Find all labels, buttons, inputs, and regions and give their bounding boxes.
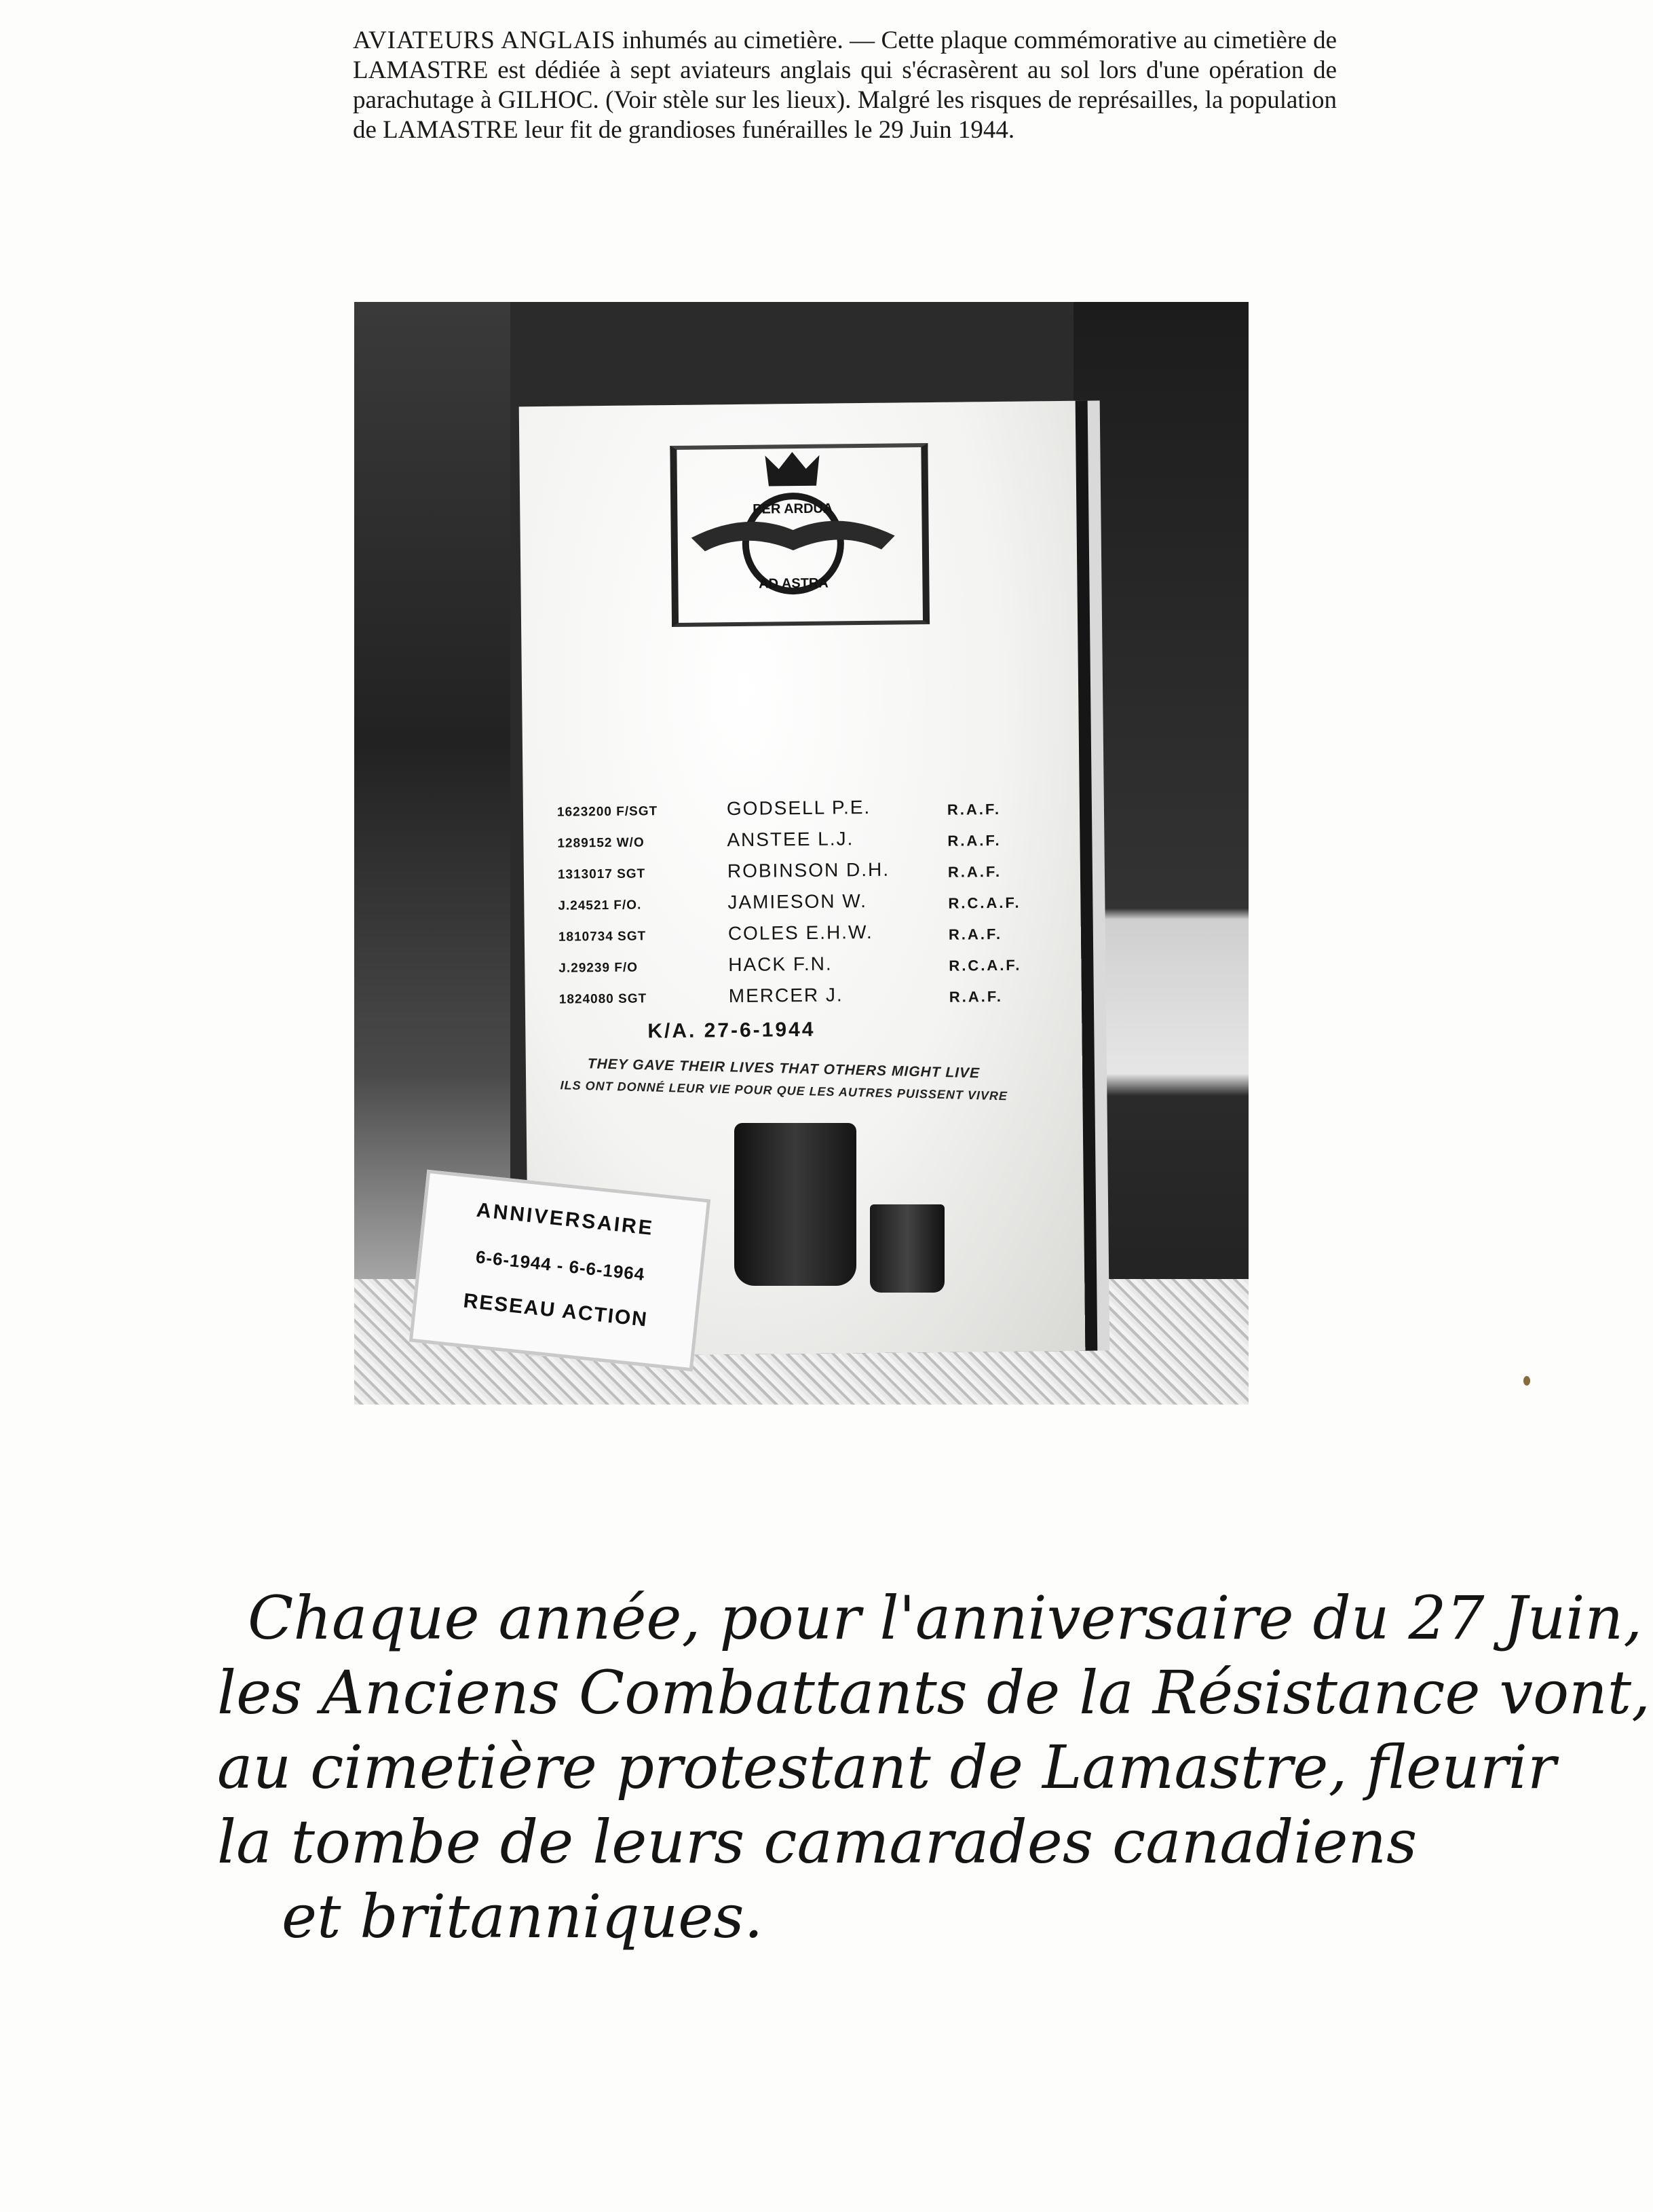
roll-service-number: 1824080 SGT [558,991,647,1007]
roll-unit: R.A.F. [947,800,1002,818]
roll-service-number: J.24521 F/O. [558,898,642,913]
roll-row [557,826,1073,862]
motto-french: ILS ONT DONNÉ LEUR VIE POUR QUE LES AUTRES PUISSENT VIVRE [560,1078,1008,1103]
anniversary-sign [409,1170,710,1372]
sign-organisation: RESEAU ACTION [462,1289,649,1331]
caption-heading: AVIATEURS ANGLAIS [353,26,616,54]
memorial-photo [354,302,1249,1405]
flower-pot [734,1123,856,1286]
roll-row [558,888,1074,925]
roll-name: COLES E.H.W. [727,921,873,945]
roll-service-number: 1623200 F/SGT [556,804,658,820]
motto-english: THEY GAVE THEIR LIVES THAT OTHERS MIGHT LIVE [587,1056,981,1082]
raf-crest-icon [677,447,909,615]
roll-row [558,951,1074,987]
roll-service-number: 1313017 SGT [557,866,646,882]
roll-name: ANSTEE L.J. [727,828,854,851]
roll-name: JAMIESON W. [727,890,868,913]
sign-title: ANNIVERSAIRE [475,1198,656,1240]
roll-service-number: 1289152 W/O [557,835,645,851]
roll-unit: R.A.F. [949,987,1004,1006]
handwritten-line-4: la tombe de leurs camarades canadiens [217,1807,1418,1877]
raf-badge [670,443,930,627]
roll-name: ROBINSON D.H. [727,858,890,882]
roll-unit: R.C.A.F. [948,894,1021,912]
caption [353,26,1337,145]
badge-motto-bottom: AD ASTRA [759,575,829,592]
sign-dates: 6-6-1944 - 6-6-1964 [474,1246,646,1285]
small-flower-pot [870,1204,945,1293]
roll-unit: R.A.F. [947,831,1002,850]
handwritten-line-3: au cimetière protestant de Lamastre, fleurir [217,1732,1557,1802]
caption-text: inhumés au cimetière. — Cette plaque commémorative au cimetière de LAMASTRE est dédiée à sept aviateurs anglais qui s'écrasèrent au sol lors d'une opération de parachutage à GILHOC. (Voir stèle sur les lieux). Malgré les risques de représailles, la population de LAMASTRE leur fit de grandioses funérailles le 29 Juin 1944. [353,26,1337,144]
roll-service-number: 1810734 SGT [558,929,647,945]
roll-name: MERCER J. [728,984,843,1007]
roll-unit: R.A.F. [948,925,1003,943]
badge-motto-top: PER ARDUA [753,501,833,517]
roll-unit: R.C.A.F. [949,956,1022,974]
handwritten-note [217,1581,1651,1954]
roll-row [557,795,1073,831]
roll-name: GODSELL P.E. [726,796,871,820]
roll-row [558,919,1074,956]
roll-row [558,857,1074,894]
photo-background-pillar [1074,302,1249,1405]
handwritten-line-2: les Anciens Combattants de la Résistance vont, [217,1658,1651,1728]
roll-unit: R.A.F. [947,862,1002,881]
killed-in-action-date: K/A. 27-6-1944 [647,1018,816,1043]
roll-service-number: J.29239 F/O [558,960,639,976]
roll-of-honour [557,795,1075,1018]
handwritten-line-1: Chaque année, pour l'anniversaire du 27 Juin, [248,1583,1643,1653]
roll-name: HACK F.N. [728,953,833,976]
handwritten-line-5: et britanniques. [282,1882,763,1951]
roll-row [559,982,1075,1018]
stray-ink-mark [1523,1376,1530,1386]
